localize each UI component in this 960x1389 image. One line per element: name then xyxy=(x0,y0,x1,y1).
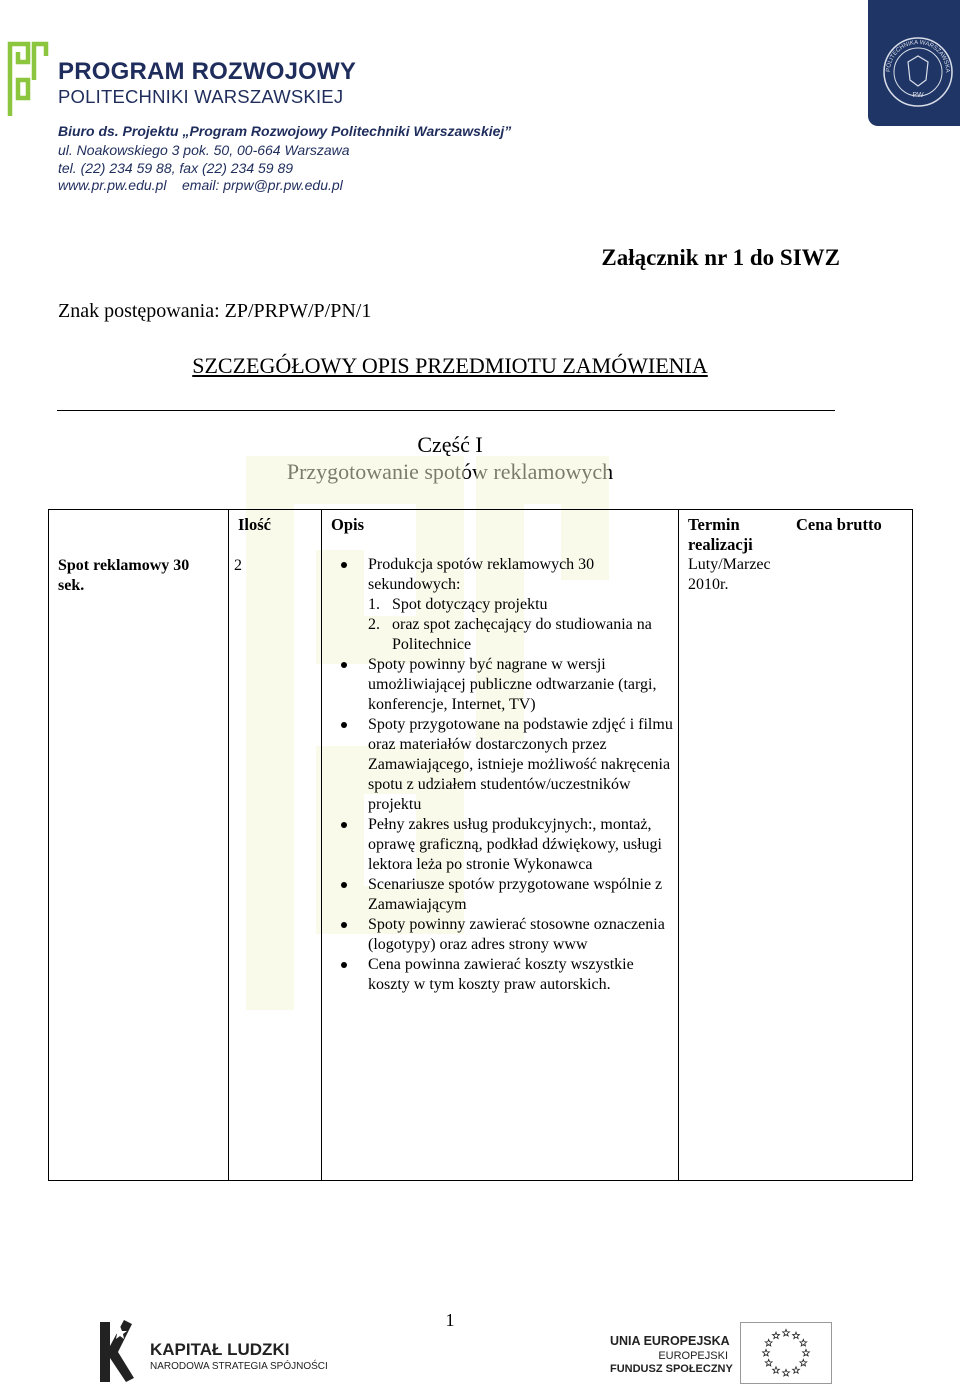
office-address: ul. Noakowskiego 3 pok. 50, 00-664 Warszawa xyxy=(58,142,350,158)
list-item: Spoty powinny być nagrane w wersji umożliwiającej publiczne odtwarzanie (targi, konferencje, Internet, TV) xyxy=(320,655,675,715)
seal-text: POLITECHNIKA WARSZAWSKA xyxy=(885,39,951,73)
table-column-divider xyxy=(678,509,679,1181)
brand-subname: POLITECHNIKI WARSZAWSKIEJ xyxy=(58,86,344,107)
eu-star-icon xyxy=(765,1339,772,1346)
seal-monogram: PW xyxy=(912,92,924,99)
column-header-price: Cena brutto xyxy=(796,515,882,534)
eu-line-1: UNIA EUROPEJSKA xyxy=(610,1334,730,1348)
office-email: email: prpw@pr.pw.edu.pl xyxy=(182,177,343,193)
item-quantity: 2 xyxy=(234,557,242,574)
office-web: www.pr.pw.edu.pl xyxy=(58,177,167,193)
title-divider xyxy=(57,410,835,411)
eu-star-icon xyxy=(773,1332,780,1339)
office-contact xyxy=(58,177,343,193)
kapital-ludzki-title: KAPITAŁ LUDZKI xyxy=(150,1340,290,1359)
list-item: Spoty powinny zawierać stosowne oznaczenia (logotypy) oraz adres strony www xyxy=(320,915,675,955)
list-item: 2. oraz spot zachęcający do studiowania na Politechnice xyxy=(368,616,652,653)
part-title: Przygotowanie spotów reklamowych xyxy=(286,459,614,484)
column-header-quantity: Ilość xyxy=(238,515,271,534)
program-logo-icon xyxy=(6,40,50,118)
description-intro: Produkcja spotów reklamowych 30 sekundowych: xyxy=(368,556,595,593)
page-number: 1 xyxy=(445,1310,455,1330)
eu-star-icon xyxy=(793,1367,800,1374)
kapital-ludzki-logo-icon xyxy=(96,1318,136,1386)
specification-table xyxy=(48,509,913,1181)
university-seal xyxy=(868,0,960,126)
eu-star-icon xyxy=(800,1359,807,1366)
column-header-term-line1: Termin xyxy=(688,515,740,534)
kapital-ludzki-subtitle: NARODOWA STRATEGIA SPÓJNOŚCI xyxy=(150,1361,328,1372)
column-header-term xyxy=(688,515,753,555)
eu-star-icon xyxy=(773,1367,780,1374)
bullet-icon xyxy=(341,922,347,928)
page-title: SZCZEGÓŁOWY OPIS PRZEDMIOTU ZAMÓWIENIA xyxy=(192,353,708,378)
brand-name: PROGRAM ROZWOJOWY xyxy=(58,58,357,85)
eu-star-icon xyxy=(765,1359,772,1366)
item-name: Spot reklamowy 30 sek. xyxy=(58,557,190,594)
table-column-divider xyxy=(228,509,229,1181)
bullet-icon xyxy=(341,822,347,828)
university-seal-icon xyxy=(868,0,960,126)
attachment-title: Załącznik nr 1 do SIWZ xyxy=(601,245,840,270)
eu-line-2: EUROPEJSKI xyxy=(658,1350,728,1362)
eu-star-icon xyxy=(783,1329,790,1336)
item-term: Luty/Marzec 2010r. xyxy=(688,556,771,593)
eu-star-icon xyxy=(803,1349,810,1356)
bullet-icon xyxy=(341,562,347,568)
list-item: 1. Spot dotyczący projektu xyxy=(368,596,548,613)
bullet-icon xyxy=(341,962,347,968)
eu-star-icon xyxy=(763,1349,770,1356)
bullet-icon xyxy=(341,662,347,668)
procedure-reference: Znak postępowania: ZP/PRPW/P/PN/1 xyxy=(58,300,372,322)
column-header-term-line2: realizacji xyxy=(688,535,753,554)
eu-star-icon xyxy=(793,1332,800,1339)
list-item: Pełny zakres usług produkcyjnych:, montaż, oprawę graficzną, podkład dźwiękowy, usługi lektora leża po stronie Wykonawca xyxy=(320,815,675,875)
eu-flag-icon xyxy=(740,1322,832,1384)
bullet-icon xyxy=(341,882,347,888)
column-header-description: Opis xyxy=(331,515,365,534)
bullet-icon xyxy=(341,722,347,728)
item-description xyxy=(320,555,675,995)
list-item: Spoty przygotowane na podstawie zdjęć i filmu oraz materiałów dostarczonych przez Zamawiającego, istnieje możliwość nakręcenia spotu z udziałem studentów/uczestników projektu xyxy=(320,715,675,815)
list-item: Scenariusze spotów przygotowane wspólnie z Zamawiającym xyxy=(320,875,675,915)
list-item xyxy=(320,555,675,655)
office-phone: tel. (22) 234 59 88, fax (22) 234 59 89 xyxy=(58,160,294,176)
part-number: Część I xyxy=(417,432,483,457)
eu-star-icon xyxy=(800,1339,807,1346)
eu-star-icon xyxy=(783,1369,790,1376)
eu-line-3: FUNDUSZ SPOŁECZNY xyxy=(610,1363,733,1375)
office-name: Biuro ds. Projektu „Program Rozwojowy Politechniki Warszawskiej” xyxy=(58,123,512,139)
list-item: Cena powinna zawierać koszty wszystkie koszty w tym koszty praw autorskich. xyxy=(320,955,675,995)
